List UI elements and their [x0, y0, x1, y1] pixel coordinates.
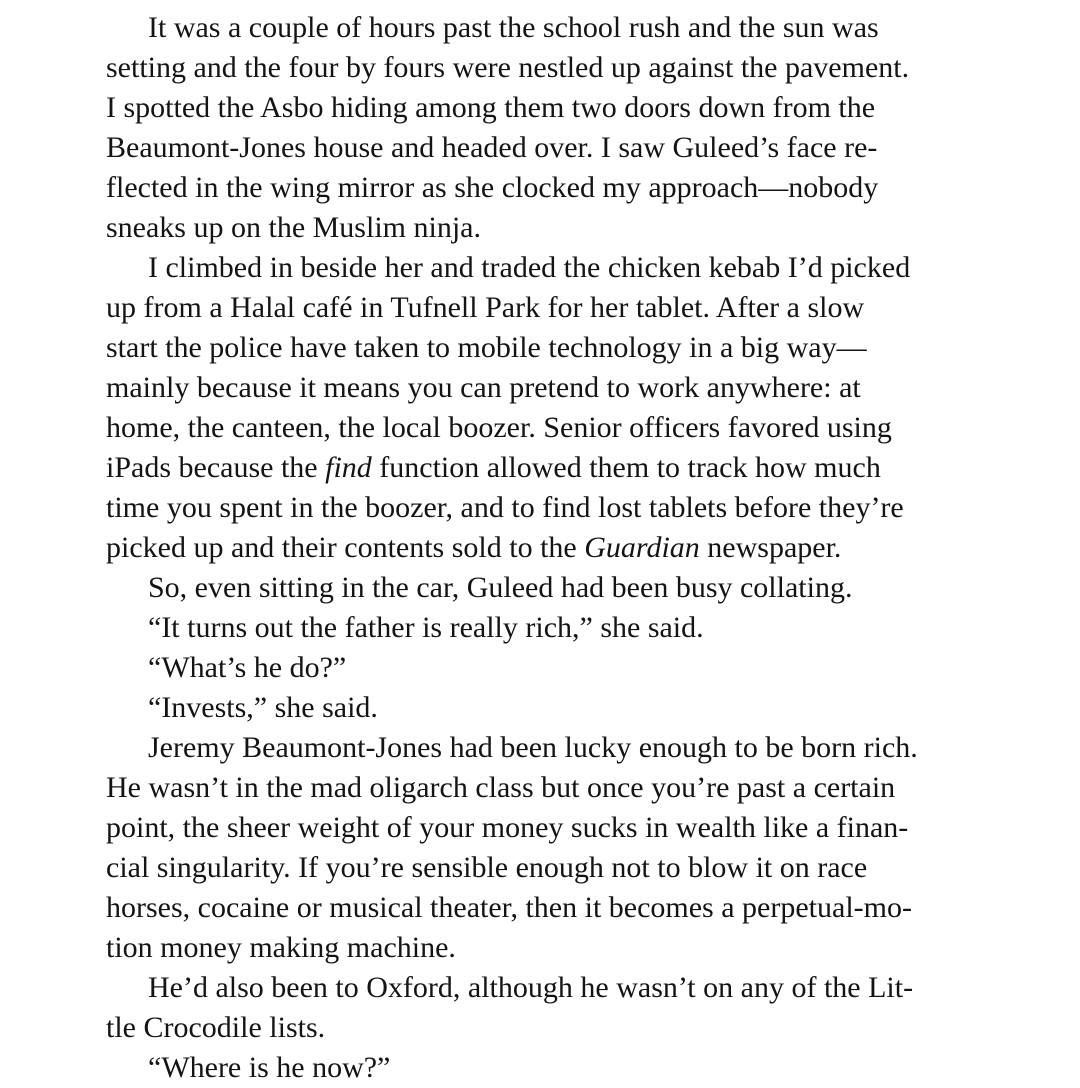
text-line: point, the sheer weight of your money sucks in wealth like a finan-	[106, 811, 909, 844]
body-text	[106, 8, 986, 1088]
text-line: tion money making machine.	[106, 931, 456, 964]
text-line: tle Crocodile lists.	[106, 1011, 326, 1044]
text-line: So, even sitting in the car, Guleed had been busy collating.	[148, 571, 853, 604]
text-line: horses, cocaine or musical theater, then it becomes a perpetual-mo-	[106, 891, 912, 924]
text-line: “Where is he now?”	[148, 1051, 391, 1084]
text-line	[106, 448, 986, 488]
text-segment: newspaper.	[699, 531, 842, 564]
text-line: “What’s he do?”	[148, 651, 347, 684]
text-line: start the police have taken to mobile technology in a big way—	[106, 331, 867, 364]
text-line: “Invests,” she said.	[148, 691, 378, 724]
text-segment: iPads because the	[106, 451, 326, 484]
text-segment: picked up and their contents sold to the	[106, 531, 585, 564]
text-line: It was a couple of hours past the school rush and the sun was	[148, 11, 879, 44]
text-line: mainly because it means you can pretend to work anywhere: at	[106, 371, 861, 404]
text-line: home, the canteen, the local boozer. Senior officers favored using	[106, 411, 892, 444]
italic-word: find	[325, 451, 372, 484]
text-line: up from a Halal café in Tufnell Park for her tablet. After a slow	[106, 291, 865, 324]
text-line: flected in the wing mirror as she clocked my approach—nobody	[106, 171, 879, 204]
text-line: time you spent in the boozer, and to find lost tablets before they’re	[106, 491, 904, 524]
text-line: I spotted the Asbo hiding among them two doors down from the	[106, 91, 876, 124]
text-line: He wasn’t in the mad oligarch class but once you’re past a certain	[106, 771, 896, 804]
text-line	[106, 528, 986, 568]
text-line: setting and the four by fours were nestled up against the pavement.	[106, 51, 910, 84]
text-line: “It turns out the father is really rich,” she said.	[148, 611, 704, 644]
text-line: I climbed in beside her and traded the chicken kebab I’d picked	[148, 251, 911, 284]
text-line: sneaks up on the Muslim ninja.	[106, 211, 481, 244]
text-line: Jeremy Beaumont-Jones had been lucky enough to be born rich.	[148, 731, 918, 764]
text-line: Beaumont-Jones house and headed over. I saw Guleed’s face re-	[106, 131, 878, 164]
italic-word: Guardian	[584, 531, 700, 564]
text-segment: function allowed them to track how much	[371, 451, 881, 484]
text-line: cial singularity. If you’re sensible enough not to blow it on race	[106, 851, 868, 884]
text-line: He’d also been to Oxford, although he wasn’t on any of the Lit-	[148, 971, 914, 1004]
